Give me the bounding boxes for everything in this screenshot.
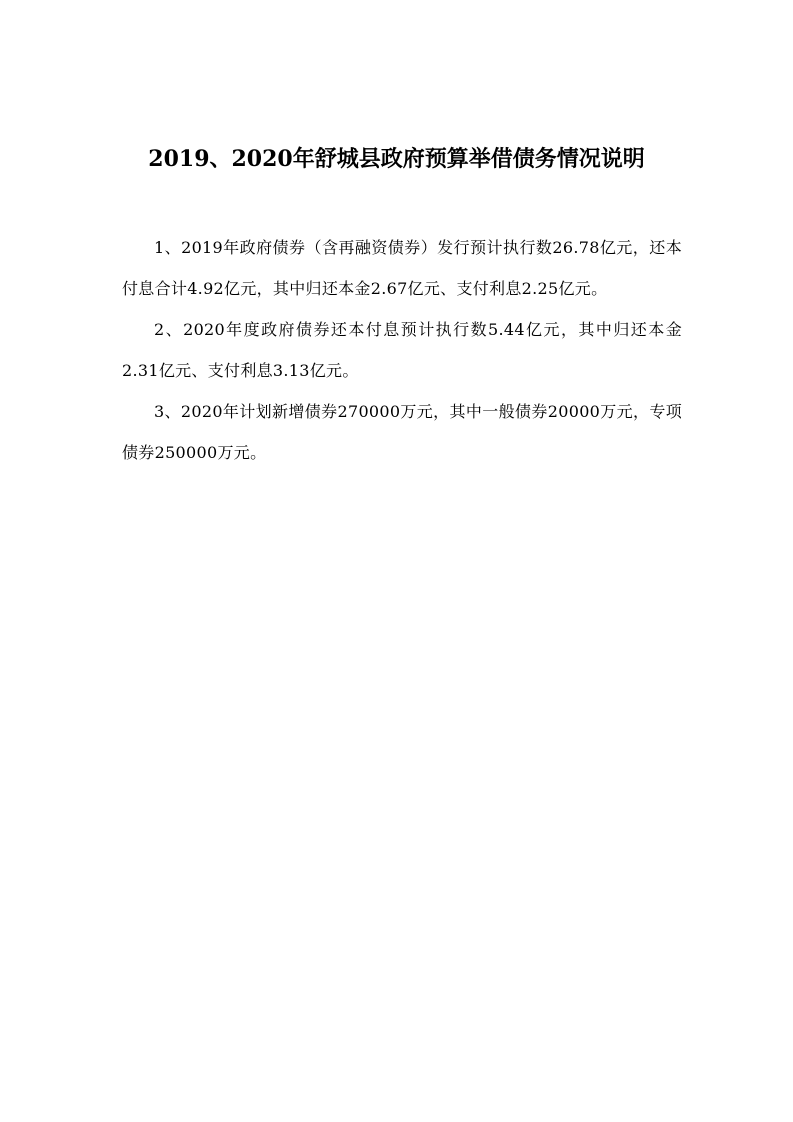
- paragraph-2020-new-bonds: 3、2020年计划新增债券270000万元，其中一般债券20000万元，专项债券250000万元。: [122, 402, 682, 462]
- paragraph-2019-bond-issuance: 1、2019年政府债券（含再融资债券）发行预计执行数26.78亿元，还本付息合计4.92亿元，其中归还本金2.67亿元、支付利息2.25亿元。: [122, 238, 682, 298]
- document-body: [122, 227, 682, 473]
- document-title: 2019、2020年舒城县政府预算举借债务情况说明: [148, 146, 645, 172]
- paragraph-2020-debt-service: 2、2020年度政府债券还本付息预计执行数5.44亿元，其中归还本金2.31亿元、支付利息3.13亿元。: [122, 320, 682, 380]
